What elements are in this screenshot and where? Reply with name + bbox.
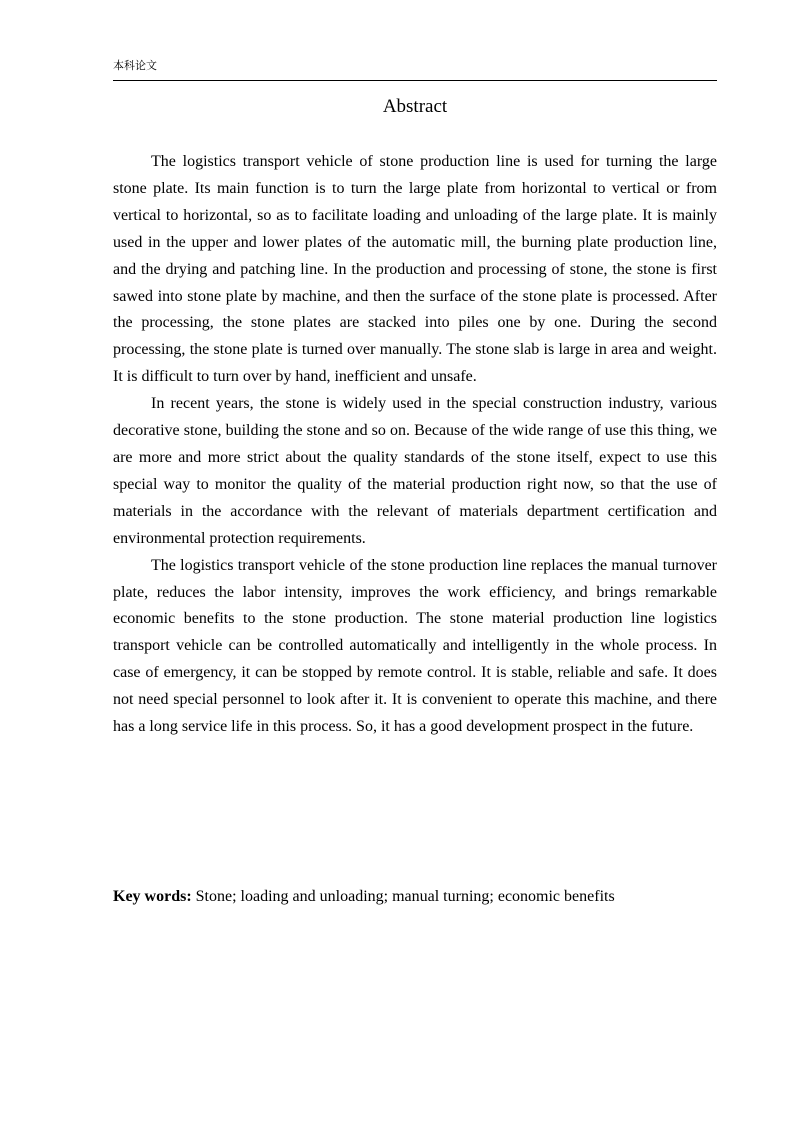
header-divider: [113, 80, 717, 81]
keywords-label: Key words:: [113, 888, 192, 905]
abstract-body: [113, 149, 717, 741]
abstract-paragraph-2: In recent years, the stone is widely used in the special construction industry, various decorative stone, building the stone and so on. Because of the wide range of use this thing, we are more and more strict about the quality standards of the stone itself, expect to use this special way to monitor the quality of the material production right now, so that the use of materials in the accordance with the relevant of materials department certification and environmental protection requirements.: [113, 395, 717, 547]
abstract-paragraph-1: The logistics transport vehicle of stone production line is used for turning the large stone plate. Its main function is to turn the large plate from horizontal to vertical or from vertical to horizontal, so as to facilitate loading and unloading of the large plate. It is mainly used in the upper and lower plates of the automatic mill, the burning plate production line, and the drying and patching line. In the production and processing of stone, the stone is first sawed into stone plate by machine, and then the surface of the stone plate is processed. After the processing, the stone plates are stacked into piles one by one. During the second processing, the stone plate is turned over manually. The stone slab is large in area and weight. It is difficult to turn over by hand, inefficient and unsafe.: [113, 153, 717, 386]
keywords-text: Stone; loading and unloading; manual turning; economic benefits: [191, 888, 615, 905]
running-header: 本科论文: [113, 59, 157, 72]
abstract-paragraph-3: The logistics transport vehicle of the stone production line replaces the manual turnover plate, reduces the labor intensity, improves the work efficiency, and brings remarkable economic benefits to the stone production. The stone material production line logistics transport vehicle can be controlled automatically and intelligently in the whole process. In case of emergency, it can be stopped by remote control. It is stable, reliable and safe. It does not need special personnel to look after it. It is convenient to operate this machine, and there has a long service life in this process. So, it has a good development prospect in the future.: [113, 556, 717, 736]
abstract-title: Abstract: [382, 96, 448, 117]
keywords-line: [113, 884, 733, 910]
